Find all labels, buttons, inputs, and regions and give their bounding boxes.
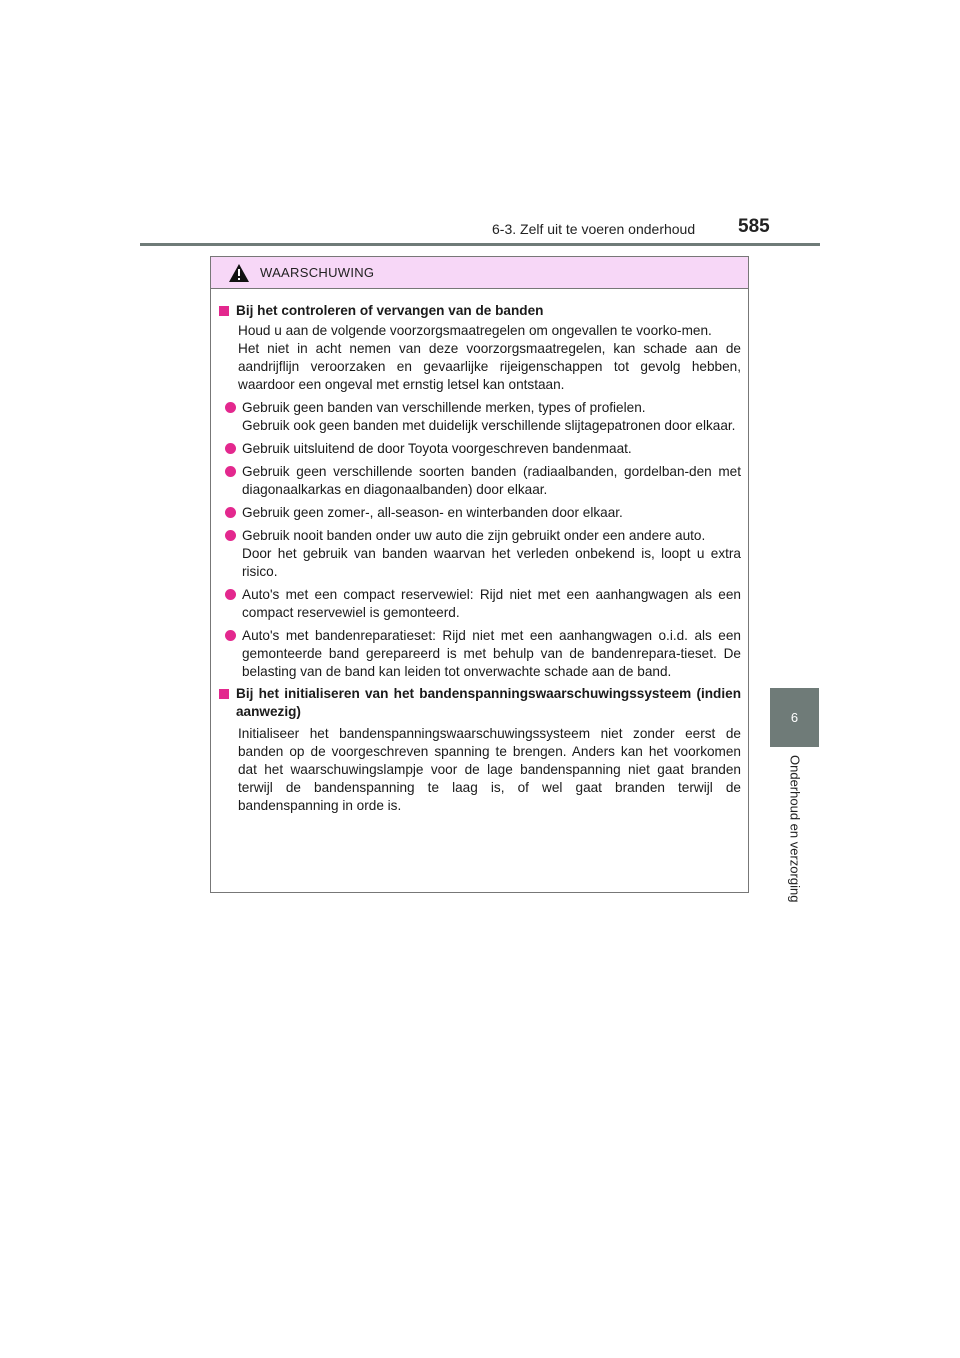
list-item-text: Auto's met een compact reservewiel: Rijd niet met een aanhangwagen als een compact reservewiel is gemonteerd. — [242, 587, 741, 620]
list-item — [225, 527, 741, 581]
circle-bullet-icon — [225, 589, 236, 600]
section-tpms-init — [219, 685, 741, 815]
list-item — [225, 504, 741, 522]
list-item-text: Gebruik geen zomer-, all-season- en winterbanden door elkaar. — [242, 505, 623, 520]
list-item — [225, 440, 741, 458]
list-item — [225, 627, 741, 681]
section-title: 6-3. Zelf uit te voeren onderhoud — [492, 221, 696, 237]
square-bullet-icon — [219, 689, 229, 699]
circle-bullet-icon — [225, 466, 236, 477]
list-item-text — [242, 527, 741, 581]
section-heading — [219, 685, 741, 721]
list-item-text: Gebruik uitsluitend de door Toyota voorgeschreven bandenmaat. — [242, 441, 632, 456]
section-heading-text: Bij het initialiseren van het bandenspanningswaarschuwingssysteem (indien aanwezig) — [236, 686, 741, 719]
header-divider — [140, 243, 820, 246]
list-item-text: Gebruik geen verschillende soorten banden (radiaalbanden, gordelban-den met diagonaalkarkas en diagonaalbanden) door elkaar. — [242, 464, 741, 497]
section-heading-text: Bij het controleren of vervangen van de banden — [236, 303, 544, 318]
circle-bullet-icon — [225, 402, 236, 413]
chapter-number: 6 — [790, 710, 799, 725]
warning-box — [210, 256, 749, 893]
square-bullet-icon — [219, 306, 229, 316]
list-item — [225, 586, 741, 622]
section-tire-check — [219, 302, 741, 681]
chapter-title: Onderhoud en verzorging — [787, 755, 803, 903]
circle-bullet-icon — [225, 507, 236, 518]
circle-bullet-icon — [225, 530, 236, 541]
circle-bullet-icon — [225, 443, 236, 454]
circle-bullet-icon — [225, 630, 236, 641]
chapter-tab — [770, 688, 819, 747]
list-item — [225, 399, 741, 435]
warning-header — [211, 257, 748, 289]
warning-title: WAARSCHUWING — [260, 265, 375, 280]
list-item-line: Gebruik ook geen banden met duidelijk verschillende slijtagepatronen door elkaar. — [242, 418, 736, 433]
warning-triangle-icon — [228, 263, 250, 283]
page-number: 585 — [738, 216, 770, 237]
paragraph: Het niet in acht nemen van deze voorzorgsmaatregelen, kan schade aan de aandrijflijn veroorzaken en gevaarlijke rijeigenschappen tot gevolg hebben, waardoor een ongeval met ernstig letsel kan ontstaan. — [238, 341, 741, 392]
warning-body — [211, 289, 748, 815]
section-heading — [219, 302, 741, 320]
chapter-side-label — [767, 755, 823, 925]
paragraph: Initialiseer het bandenspanningswaarschuwingssysteem niet zonder eerst de banden op de voorgeschreven spanning te brengen. Anders kan het voorkomen dat het waarschuwingslampje voor de lage bandenspanning niet gaat branden terwijl de bandenspanning te laag is, of wel gaat branden terwijl de bandenspanning in orde is. — [238, 726, 741, 813]
list-item-line: Gebruik nooit banden onder uw auto die zijn gebruikt onder een andere auto. — [242, 528, 706, 543]
list-item-line: Gebruik geen banden van verschillende merken, types of profielen. — [242, 400, 646, 415]
paragraph: Houd u aan de volgende voorzorgsmaatregelen om ongevallen te voorko-men. — [238, 323, 712, 338]
list-item-line: Door het gebruik van banden waarvan het verleden onbekend is, loopt u extra risico. — [242, 546, 741, 579]
list-item-text: Auto's met bandenreparatieset: Rijd niet met een aanhangwagen o.i.d. als een gemonteerde band gerepareerd is met behulp van de bandenrepara-tieset. De belasting van de band kan leiden tot onverwachte schade aan de band. — [242, 628, 741, 679]
list-item-text — [242, 399, 741, 435]
list-item — [225, 463, 741, 499]
